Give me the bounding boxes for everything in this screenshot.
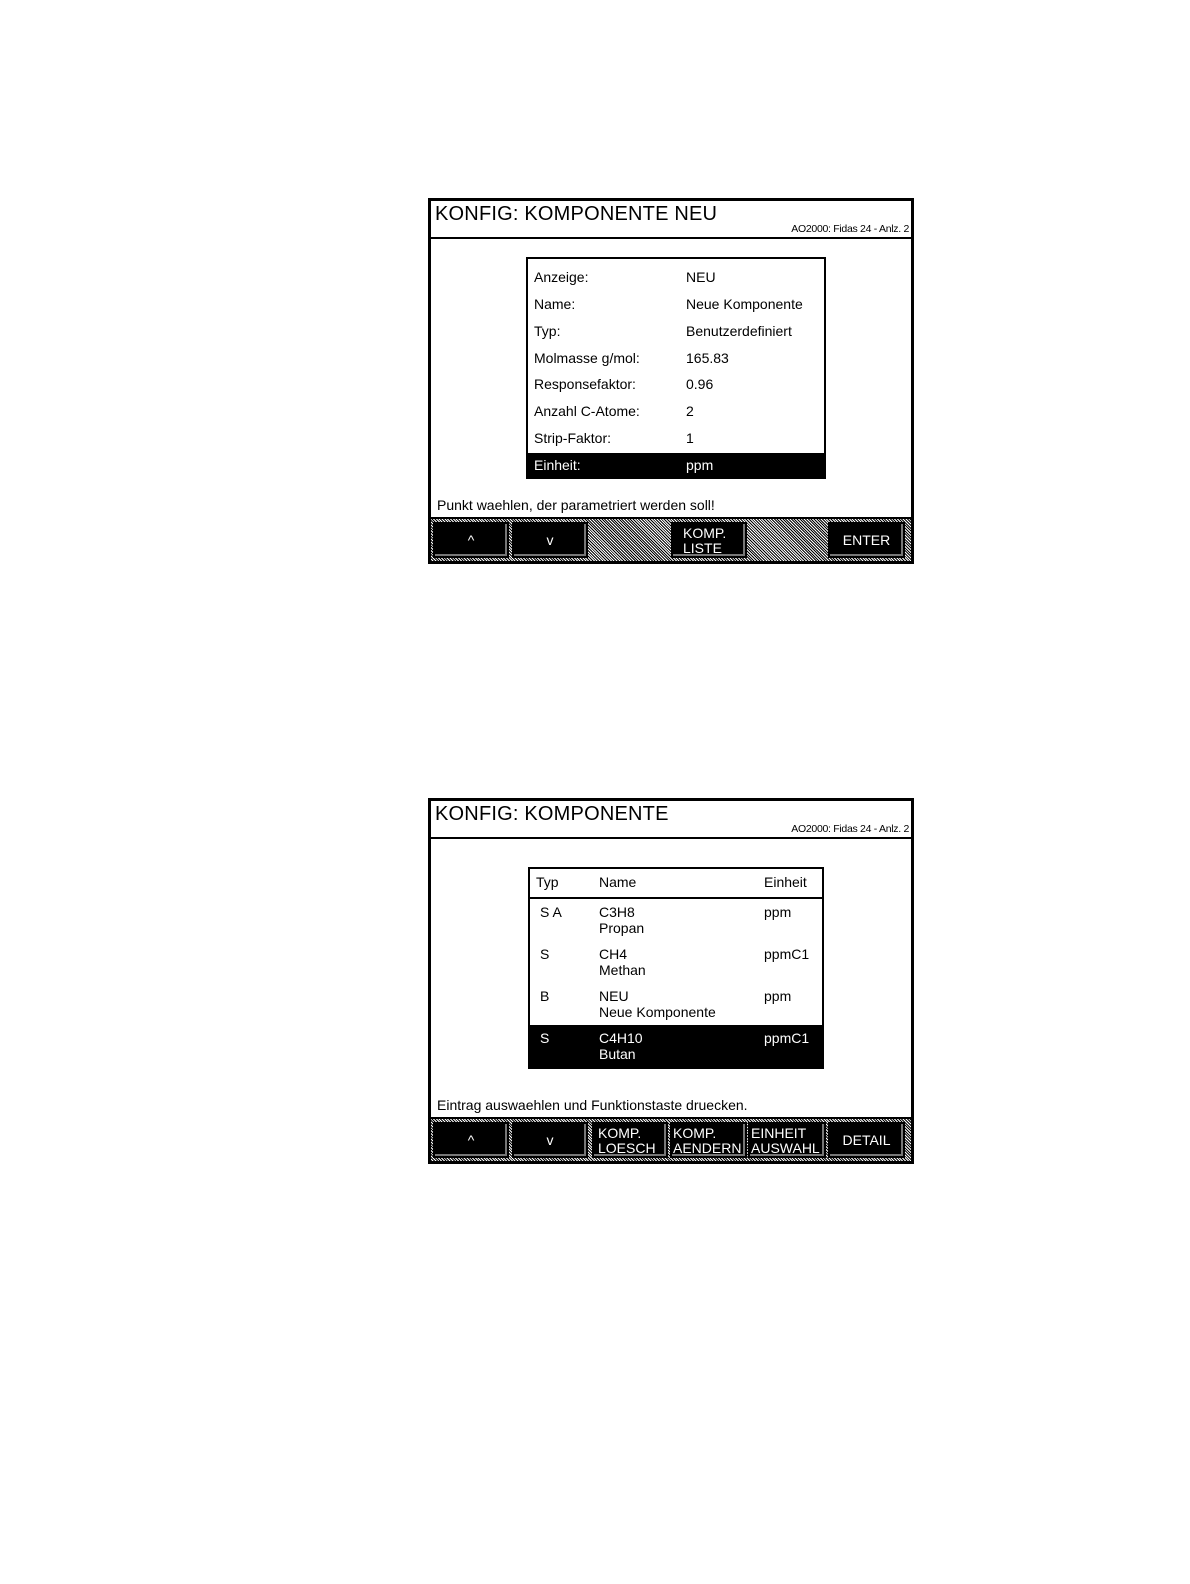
component-formula: C4H10	[599, 1030, 643, 1046]
list-item[interactable]	[530, 983, 822, 1025]
komp-liste-button[interactable]	[671, 522, 747, 558]
param-row-name[interactable]	[528, 292, 824, 318]
component-list	[528, 867, 824, 1069]
up-button[interactable]	[433, 522, 509, 558]
component-name	[599, 947, 646, 979]
column-unit: Einheit	[764, 874, 807, 890]
component-label: Propan	[599, 920, 645, 936]
component-type: S A	[540, 904, 562, 920]
detail-button[interactable]	[828, 1122, 905, 1158]
softkey-bar	[431, 1117, 911, 1161]
list-header	[530, 869, 822, 899]
enter-button[interactable]	[828, 522, 905, 558]
device-subtitle: AO2000: Fidas 24 - Anlz. 2	[791, 223, 909, 235]
param-label: Anzeige:	[534, 269, 589, 285]
component-name	[599, 905, 644, 937]
softkey-bar	[431, 517, 911, 561]
param-value: Neue Komponente	[686, 296, 803, 312]
status-message: Punkt waehlen, der parametriert werden soll!	[437, 497, 715, 513]
param-label: Anzahl C-Atome:	[534, 403, 640, 419]
param-value: 1	[686, 430, 694, 446]
component-name	[599, 989, 716, 1021]
komp-liste-label-1: KOMP.	[683, 525, 727, 541]
column-typ: Typ	[536, 874, 559, 890]
title-bar	[431, 201, 911, 239]
component-formula: C3H8	[599, 904, 635, 920]
param-row-typ[interactable]	[528, 319, 824, 345]
down-button[interactable]	[512, 1122, 588, 1158]
komp-liste-label-2: LISTE	[683, 540, 722, 556]
param-value: Benutzerdefiniert	[686, 323, 792, 339]
list-item-selected[interactable]	[530, 1025, 822, 1067]
komp-loesch-label-2: LOESCH	[598, 1140, 656, 1156]
down-label: v	[546, 1132, 554, 1148]
list-item[interactable]	[530, 899, 822, 941]
param-row-einheit-selected[interactable]	[528, 453, 824, 477]
einheit-auswahl-label-1: EINHEIT	[751, 1125, 807, 1141]
detail-label: DETAIL	[842, 1132, 891, 1148]
up-label: ^	[467, 532, 475, 548]
component-formula: NEU	[599, 988, 629, 1004]
komp-loesch-button[interactable]	[592, 1122, 668, 1158]
column-name: Name	[599, 874, 637, 890]
component-type: S	[540, 946, 550, 962]
device-subtitle: AO2000: Fidas 24 - Anlz. 2	[791, 823, 909, 835]
down-label: v	[546, 532, 554, 548]
param-row-c-atome[interactable]	[528, 399, 824, 425]
param-value: ppm	[686, 457, 714, 473]
enter-label: ENTER	[842, 532, 891, 548]
komp-loesch-label-1: KOMP.	[598, 1125, 642, 1141]
component-label: Neue Komponente	[599, 1004, 716, 1020]
component-unit: ppmC1	[764, 946, 810, 962]
param-value: NEU	[686, 269, 716, 285]
param-row-molmasse[interactable]	[528, 346, 824, 372]
title-bar	[431, 801, 911, 839]
component-name	[599, 1031, 643, 1063]
param-label: Einheit:	[534, 457, 581, 473]
status-message: Eintrag auswaehlen und Funktionstaste druecken.	[437, 1097, 748, 1113]
down-button[interactable]	[512, 522, 588, 558]
component-unit: ppm	[764, 988, 792, 1004]
component-label: Methan	[599, 962, 646, 978]
komp-aendern-label-1: KOMP.	[673, 1125, 717, 1141]
param-row-strip-faktor[interactable]	[528, 426, 824, 452]
component-formula: CH4	[599, 946, 628, 962]
screen-title: KONFIG: KOMPONENTE NEU	[435, 203, 718, 225]
param-label: Molmasse g/mol:	[534, 350, 640, 366]
component-type: S	[540, 1030, 550, 1046]
component-label: Butan	[599, 1046, 636, 1062]
up-button[interactable]	[433, 1122, 509, 1158]
component-type: B	[540, 988, 550, 1004]
config-new-component-screen	[428, 198, 914, 564]
list-item[interactable]	[530, 941, 822, 983]
screen-title: KONFIG: KOMPONENTE	[435, 803, 669, 825]
einheit-auswahl-label-2: AUSWAHL	[751, 1140, 820, 1156]
param-label: Typ:	[534, 323, 561, 339]
config-component-screen	[428, 798, 914, 1164]
component-unit: ppm	[764, 904, 792, 920]
up-label: ^	[467, 1132, 475, 1148]
komp-aendern-label-2: AENDERN	[673, 1140, 742, 1156]
param-row-responsefaktor[interactable]	[528, 372, 824, 398]
param-value: 0.96	[686, 376, 714, 392]
komp-aendern-button[interactable]	[670, 1122, 747, 1158]
parameter-list	[526, 257, 826, 479]
param-value: 2	[686, 403, 694, 419]
param-label: Responsefaktor:	[534, 376, 636, 392]
component-unit: ppmC1	[764, 1030, 810, 1046]
param-label: Strip-Faktor:	[534, 430, 612, 446]
param-value: 165.83	[686, 350, 729, 366]
param-row-anzeige[interactable]	[528, 265, 824, 291]
einheit-auswahl-button[interactable]	[748, 1122, 826, 1158]
param-label: Name:	[534, 296, 576, 312]
